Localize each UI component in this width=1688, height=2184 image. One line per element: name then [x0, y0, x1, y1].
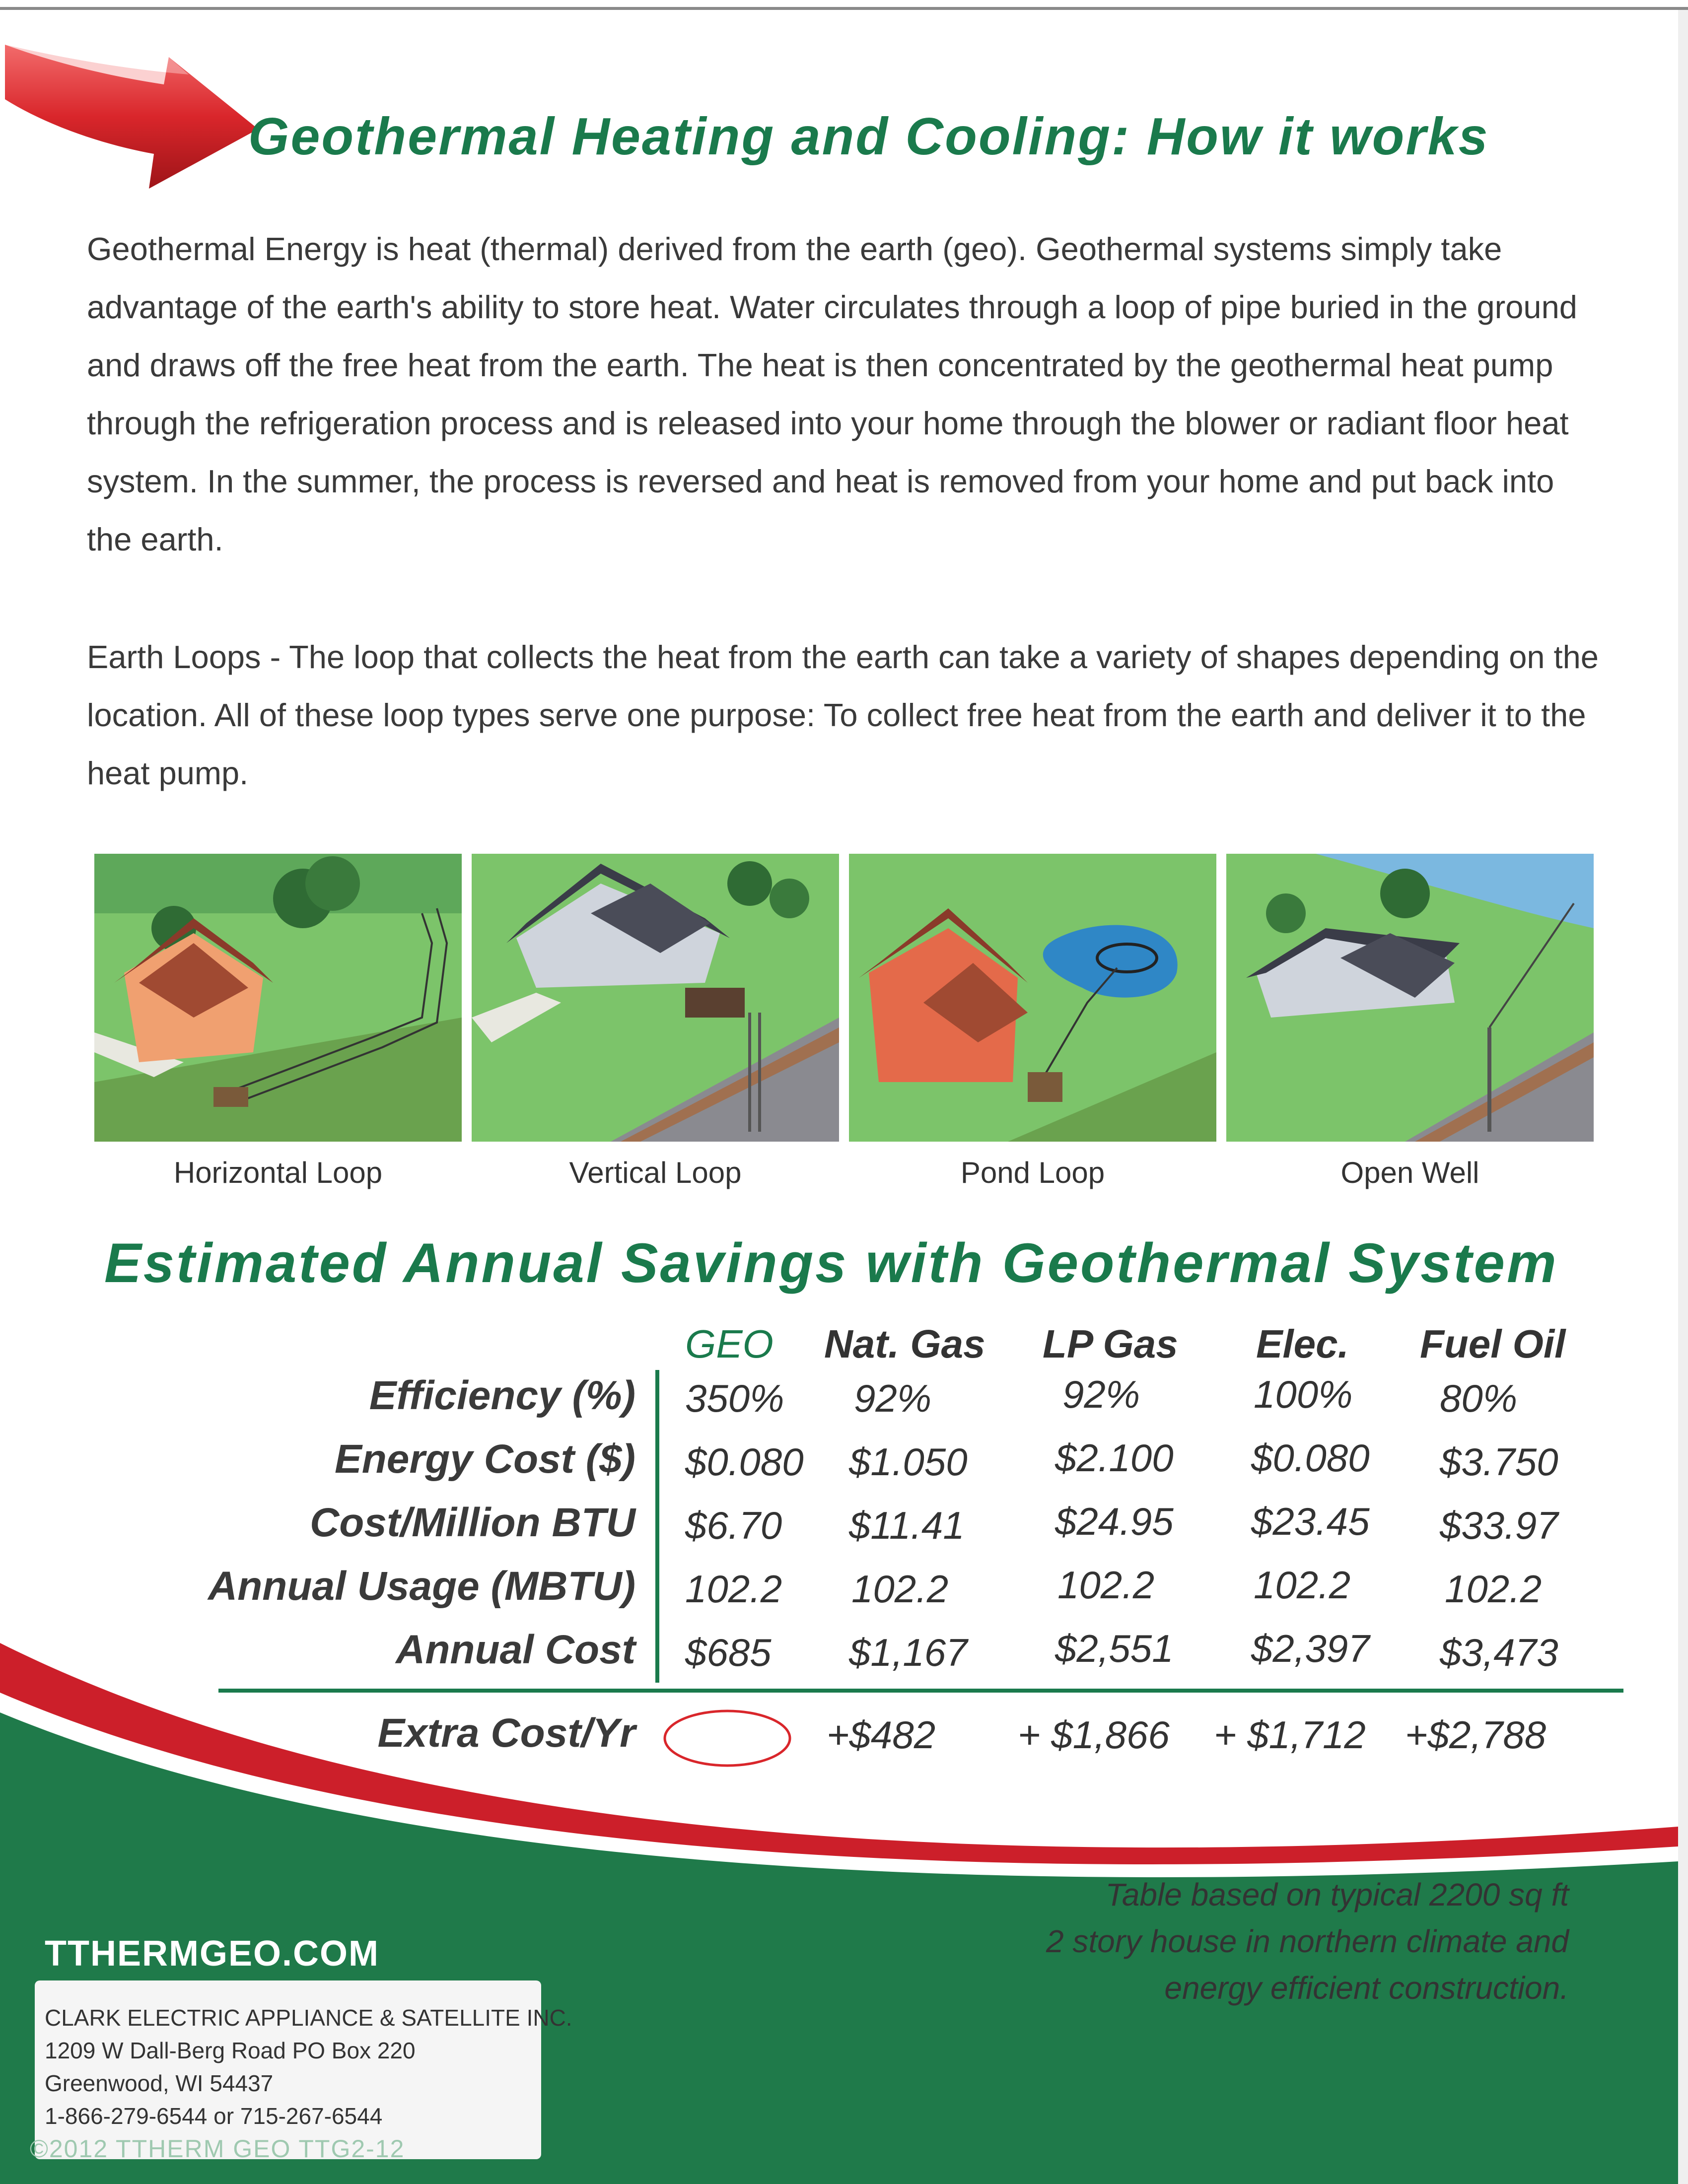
dealer-city: Greenwood, WI 54437: [45, 2070, 274, 2096]
footnote-line: 2 story house in northern climate and: [1046, 1923, 1569, 1959]
row-label-energy-cost: Energy Cost ($): [335, 1436, 635, 1482]
column-header-fuel-oil: Fuel Oil: [1420, 1322, 1566, 1366]
loop-caption: Open Well: [1340, 1156, 1479, 1189]
table-cell: 102.2: [851, 1567, 949, 1611]
loop-figure-pond: [849, 854, 1216, 1190]
table-cell: 102.2: [1445, 1567, 1542, 1611]
open-well-illustration: [1226, 854, 1594, 1142]
row-label-annual-usage: Annual Usage (MBTU): [208, 1564, 635, 1609]
table-cell: $3.750: [1440, 1440, 1558, 1484]
page-title: Geothermal Heating and Cooling: How it works: [248, 107, 1489, 166]
table-cell: 100%: [1254, 1372, 1353, 1416]
row-label-cost-per-mbtu: Cost/Million BTU: [310, 1500, 635, 1545]
table-cell: $23.45: [1251, 1500, 1370, 1543]
dealer-phone: 1-866-279-6544 or 715-267-6544: [45, 2103, 383, 2129]
red-arrow-icon: [0, 30, 268, 204]
loop-caption: Vertical Loop: [569, 1156, 742, 1189]
table-cell: $0.080: [685, 1440, 804, 1484]
table-cell: +$482: [827, 1713, 936, 1757]
table-cell: $2,397: [1251, 1627, 1370, 1670]
horizontal-loop-illustration: [94, 854, 462, 1142]
table-cell: 92%: [854, 1376, 932, 1420]
column-header-elec: Elec.: [1256, 1322, 1349, 1366]
table-cell: 92%: [1062, 1372, 1140, 1416]
table-cell: + $1,712: [1214, 1713, 1366, 1757]
column-header-lp-gas: LP Gas: [1043, 1322, 1178, 1366]
table-cell: 80%: [1440, 1376, 1518, 1420]
table-cell: 102.2: [685, 1567, 782, 1611]
table-cell: $24.95: [1055, 1500, 1174, 1543]
footnote-line: Table based on typical 2200 sq ft: [1105, 1877, 1569, 1912]
loop-figure-vertical: [472, 854, 839, 1190]
column-header-geo: GEO: [685, 1322, 774, 1366]
table-cell: 102.2: [1057, 1563, 1155, 1607]
table-cell: $33.97: [1440, 1503, 1558, 1547]
intro-paragraph: Geothermal Energy is heat (thermal) derived from the earth (geo). Geothermal systems simply take advantage of the earth's ability to store heat. Water circulates through a loop of pipe buried in the ground and draws off the free heat from the earth. The heat is then concentrated by the geothermal heat pump through the refrigeration process and is released into your home through the blower or radiant floor heat system. In the summer, the process is reversed and heat is removed from your home and put back into the earth.: [87, 231, 1577, 557]
table-vertical-rule: [655, 1370, 659, 1683]
dealer-address: 1209 W Dall-Berg Road PO Box 220: [45, 2038, 416, 2063]
loop-figure-horizontal: [94, 854, 462, 1190]
table-cell: $6.70: [685, 1503, 782, 1547]
table-total-rule: [218, 1689, 1623, 1693]
website-link[interactable]: TTHERMGEO.COM: [45, 1934, 379, 1974]
red-circle-mark: [660, 1707, 794, 1772]
top-rule: [0, 7, 1688, 10]
vertical-loop-illustration: [472, 854, 839, 1142]
table-cell: 102.2: [1254, 1563, 1351, 1607]
table-cell: 350%: [685, 1376, 784, 1420]
table-cell: $0.080: [1251, 1436, 1370, 1480]
table-cell: +$2,788: [1405, 1713, 1547, 1757]
table-cell: $2,551: [1055, 1627, 1174, 1670]
table-cell: $11.41: [849, 1503, 965, 1547]
row-label-annual-cost: Annual Cost: [396, 1627, 635, 1672]
table-cell: $1,167: [849, 1631, 968, 1674]
table-cell: $1.050: [849, 1440, 968, 1484]
pond-loop-illustration: [849, 854, 1216, 1142]
footnote-line: energy efficient construction.: [1164, 1970, 1569, 2006]
loop-caption: Pond Loop: [960, 1156, 1105, 1189]
table-cell: $2.100: [1055, 1436, 1174, 1480]
savings-title: Estimated Annual Savings with Geothermal System: [104, 1232, 1558, 1294]
dealer-label: [35, 1980, 572, 2159]
row-label-efficiency: Efficiency (%): [369, 1373, 635, 1418]
table-cell: + $1,866: [1018, 1713, 1170, 1757]
row-label-extra-cost: Extra Cost/Yr: [377, 1710, 635, 1756]
table-cell: $685: [685, 1631, 772, 1674]
earth-loops-paragraph: Earth Loops - The loop that collects the heat from the earth can take a variety of shapes depending on the location. All of these loop types serve one purpose: To collect free heat from the earth and deliver it to the heat pump.: [87, 639, 1599, 791]
loop-caption: Horizontal Loop: [173, 1156, 383, 1189]
table-cell: $3,473: [1440, 1631, 1558, 1674]
table-footnote: [824, 1871, 1569, 2011]
loop-figure-open-well: [1226, 854, 1594, 1190]
dealer-name: CLARK ELECTRIC APPLIANCE & SATELLITE INC.: [45, 2005, 572, 2031]
column-header-nat-gas: Nat. Gas: [824, 1322, 985, 1366]
copyright-text: ©2012 TTHERM GEO TTG2-12: [30, 2135, 405, 2163]
